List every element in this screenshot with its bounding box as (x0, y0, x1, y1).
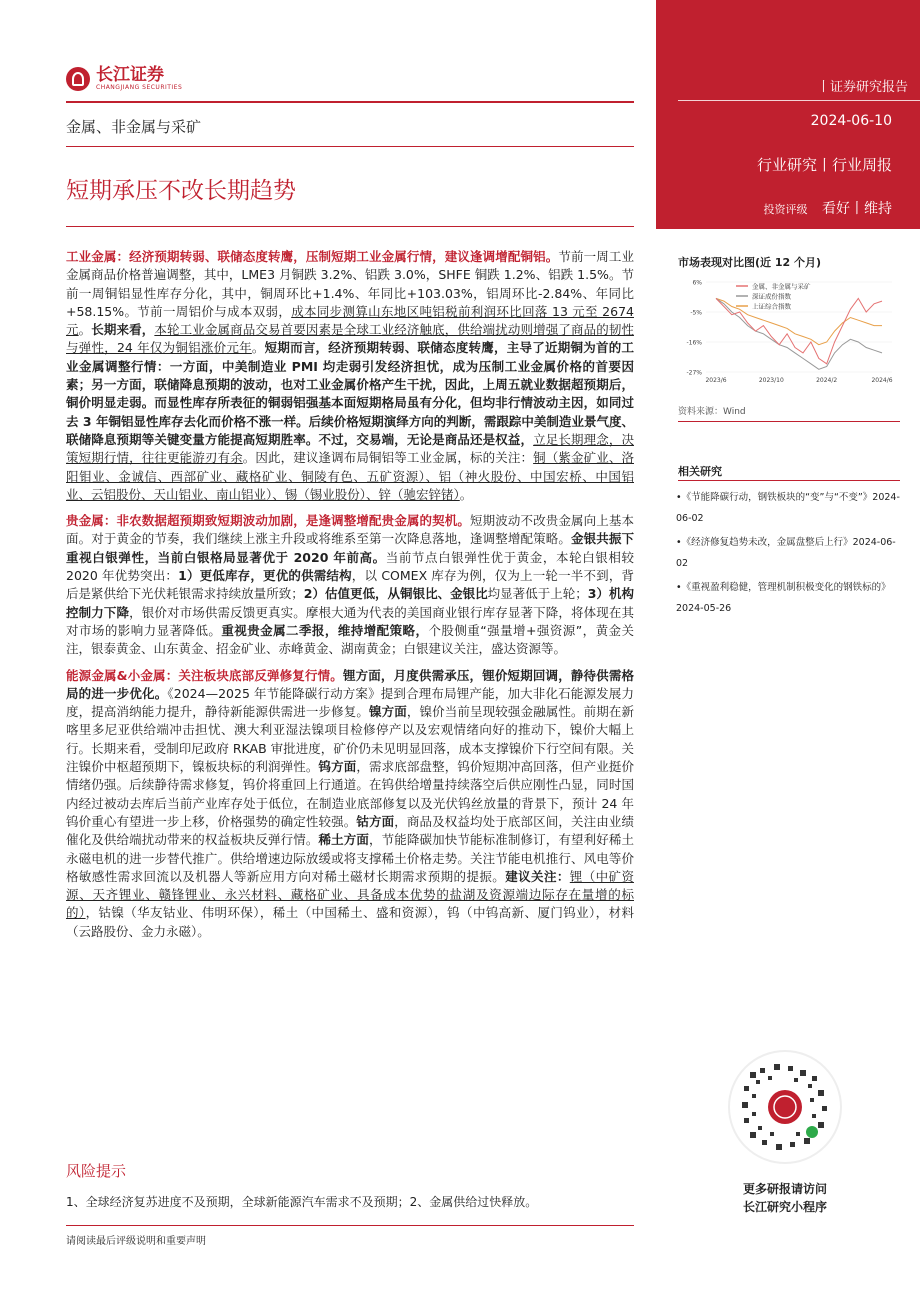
report-date: 2024-06-10 (810, 113, 892, 129)
investment-rating (764, 198, 892, 218)
y-tick-label: 6% (692, 279, 702, 287)
qr-pattern-icon (730, 1052, 840, 1162)
energy-metals-paragraph: 能源金属&小金属：关注板块底部反弹修复行情。锂方面，月度供需承压，锂价短期回调，静待供需格局的进一步优化。《2024—2025 年节能降碳行动方案》提到合理布局锂产能，加大非化石能源发展力度，提高消纳能力提升，静待新能源供需进一步修复。镍方面，镍价当前呈现较强金融属性。前期在新喀里多尼亚供给端冲击担忧、澳大利亚湿法镍项目检修停产以及宏观情绪向好的推动下，镍价大幅上行。长期来看，受制印尼政府 RKAB 审批进度，矿价仍未见明显回落，成本支撑镍价下行空间有限。关注镍价中枢超预期下，镍板块标的利润弹性。钨方面，需求底部盘整，钨价短期冲高回落，但产业挺价情绪仍强。后续静待需求修复，钨价将重回上行通道。在钨供给增量持续落空后供应刚性凸显，同时国内经过被动去库后当前产业库存处于低位，在制造业底部修复以及光伏钨丝放量的背景下，预计 24 年钨价重心有望进一步上移，价格强势的确定性较强。钴方面，商品及权益均处于底部区间，关注由业绩催化及供给端扰动带来的权益板块反弹行情。稀土方面，节能降碳加快节能标准制修订，有望利好稀土永磁电机的进一步替代推广。供给增速边际放缓或将支撑稀土价格走势。关注节能电机推行、风电等价格敏感性需求回流以及机器人等新应用方向对稀土磁材长期需求预期的提振。建议关注：锂（中矿资源、天齐锂业、赣锋锂业、永兴材料、藏格矿业、具备成本优势的盐湖及资源端边际存在量增的标的），钴镍（华友钴业、伟明环保），稀土（中国稀土、盛和资源），钨（中钨高新、厦门钨业），材料（云路股份、金力永磁）。 (66, 667, 634, 939)
y-tick-label: -5% (690, 309, 702, 317)
brand-logo-icon (66, 67, 90, 91)
chart-title: 市场表现对比图(近 12 个月) (678, 256, 822, 269)
report-info-panel (656, 0, 920, 229)
sector-label: 金属、非金属与采矿 (66, 118, 202, 136)
side-divider (678, 421, 900, 422)
report-title: 短期承压不改长期趋势 (66, 178, 296, 204)
main-body (66, 248, 634, 949)
y-tick-label: -16% (686, 339, 702, 347)
qr-caption-line1: 更多研报请访问 (742, 1182, 827, 1196)
x-tick-label: 2023/6 (705, 377, 727, 384)
related-divider (678, 480, 900, 481)
report-type: 行业研究丨行业周报 (756, 156, 892, 174)
related-item[interactable]: •《经济修复趋势未改，金属盘整后上行》2024-06-02 (676, 537, 896, 569)
brand-name: 长江证券 (96, 65, 164, 85)
related-research-title: 相关研究 (678, 465, 722, 478)
report-label: 丨证券研究报告 (816, 80, 908, 95)
related-item[interactable]: •《节能降碳行动，钢铁板块的“变”与“不变”》2024-06-02 (676, 492, 900, 524)
rating-value: 看好丨维持 (822, 201, 892, 217)
market-performance-chart (678, 274, 900, 394)
title-bottom-divider (66, 226, 634, 227)
legend-label: 上证综合指数 (752, 302, 791, 311)
brand-name-en: CHANGJIANG SECURITIES (96, 84, 183, 91)
legend-label: 深证成份指数 (752, 292, 791, 301)
rating-label: 投资评级 (763, 203, 808, 216)
risk-title: 风险提示 (66, 1162, 127, 1180)
chart-source: 资料来源：Wind (678, 407, 746, 417)
precious-metals-paragraph: 贵金属：非农数据超预期致短期波动加剧，是逢调整增配贵金属的契机。短期波动不改贵金属向上基本面。对于黄金的节奏，我们继续上涨主升段或将维系至第一次降息落地，逢调整增配策略。金银共振下重视白银弹性，当前白银格局显著优于 2020 年前高。当前节点白银弹性优于黄金，本轮白银相较 2020 年优势突出：1）更低库存，更优的供需结构，以 COMEX 库存为例，仅为上一轮一半不到，背后是紧供给下光伏耗银需求持续放量所致；2）估值更低，从铜银比、金银比均显著低于上轮；3）机构控制力下降，银价对市场供需反馈更真实。摩根大通为代表的美国商业银行库存显著下降，将体现在其对市场的影响力显著降低。重视贵金属二季报，维持增配策略，个股侧重“强量增+强资源”，黄金关注，银泰黄金、山东黄金、招金矿业、赤峰黄金、湖南黄金；白银建议关注，盛达资源等。 (66, 513, 634, 657)
qr-caption-line2: 长江研究小程序 (742, 1200, 827, 1214)
footer-divider (66, 1225, 634, 1226)
x-tick-label: 2024/6 (871, 377, 893, 384)
y-tick-label: -27% (686, 369, 702, 377)
footer-note: 请阅读最后评级说明和重要声明 (66, 1236, 206, 1247)
x-tick-label: 2023/10 (758, 377, 784, 384)
header-divider (66, 101, 634, 103)
qr-code[interactable] (728, 1050, 842, 1164)
series-line (716, 298, 882, 363)
legend-label: 金属、非金属与采矿 (752, 282, 811, 291)
title-divider (66, 146, 634, 147)
x-tick-label: 2024/2 (816, 377, 838, 384)
brand-logo (66, 66, 182, 91)
panel-divider (678, 100, 920, 101)
industrial-metals-paragraph: 工业金属：经济预期转弱、联储态度转鹰，压制短期工业金属行情，建议逢调增配铜铝。节前一周工业金属商品价格普遍调整，其中，LME3 月铜跌 3.2%、铝跌 3.0%，SHFE 铜跌 1.2%、铝跌 1.5%。节前一周铜铝显性库存分化，其中，铜周环比+1.4%、年同比+103.03%，铝周环比-2.84%、年同比+58.15%。节前一周铝价与成本双弱，成本同步测算山东地区吨铝税前利润环比回落 13 元至 2674 元。长期来看，本轮工业金属商品交易首要因素是全球工业经济触底，供给端扰动则增强了商品的韧性与弹性，24 年仅为铜铝涨价元年。短期而言，经济预期转弱、联储态度转鹰，主导了近期铜为首的工业金属调整行情：一方面，中美制造业 PMI 均走弱引发经济担忧，成为压制工业金属价格的首要因素；另一方面，联储降息预期的波动，也对工业金属价格产生干扰，因此，上周五就业数据超预期后，铜价明显走弱。而显性库存所表征的铜弱铝强基本面短期格局虽有分化，但均非行情波动主因，如同过去 3 年铜铝显性库存去化而价格不涨一样。后续价格短期演绎方向的判断，需跟踪中美制造业景气度、联储降息预期等关键变量方能提高短期胜率。不过，交易端，无论是商品还是权益，立足长期理念，决策短期行情，往往更能游刃有余。因此，建议逢调布局铜铝等工业金属，标的关注：铜（紫金矿业、洛阳钼业、金诚信、西部矿业、藏格矿业、铜陵有色、五矿资源）、铝（神火股份、中国宏桥、中国铝业、云铝股份、天山铝业、南山铝业）、锡（锡业股份）、锌（驰宏锌锗）。 (66, 249, 634, 502)
series-line (716, 298, 882, 369)
related-item[interactable]: •《重视盈利稳健，管理机制积极变化的钢铁标的》2024-05-26 (676, 582, 891, 614)
related-research-list (676, 487, 902, 622)
risk-text: 1、全球经济复苏进度不及预期，全球新能源汽车需求不及预期；2、金属供给过快释放。 (66, 1195, 538, 1209)
